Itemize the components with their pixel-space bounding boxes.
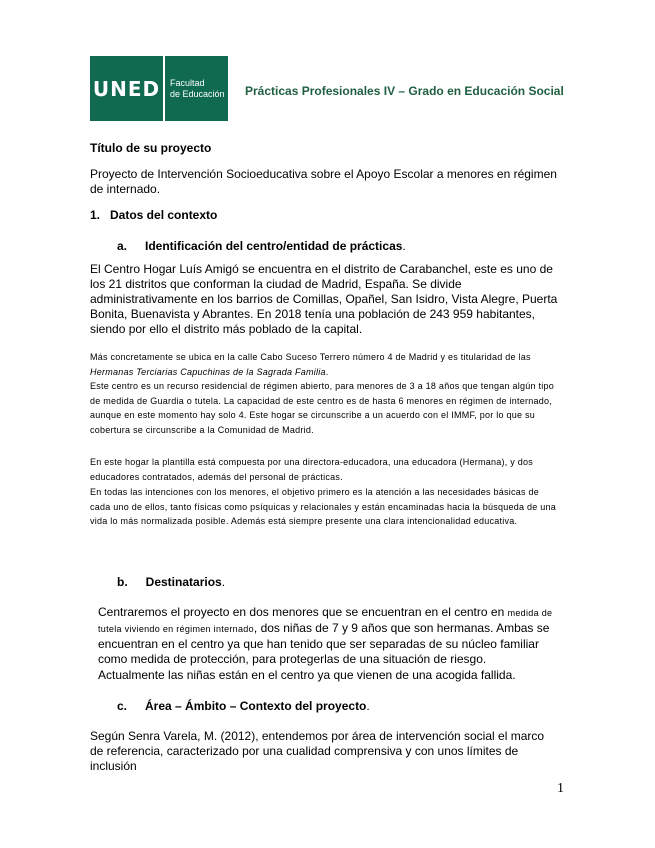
logo-faculty-line2: de Educación [170, 88, 225, 99]
sub-c-paragraph: Según Senra Varela, M. (2012), entendemos por área de intervención social el marco de referencia, caracterizado por una cualidad comprensiva y con unos límites de inclusión [90, 729, 545, 773]
header-title: Prácticas Profesionales IV – Grado en Educación Social [245, 84, 564, 98]
sub-b-title: Destinatarios [145, 575, 222, 589]
sub-b-paragraph [98, 605, 560, 667]
owner-name: Hermanas Terciarias Capuchinas de la Sagrada Familia [90, 366, 326, 377]
recipients-measure: medida de tutela viviendo en régimen internado [98, 608, 553, 634]
sub-b-marker: b. [117, 575, 128, 589]
sub-a-marker: a. [117, 239, 128, 253]
sub-a-resource: Este centro es un recurso residencial de régimen abierto, para menores de 3 a 18 años que tengan algún tipo de medida de Guardia o tutela. La capacidad de este centro es de hasta 6 menores en régimen de internado, aunque en este momento hay solo 4. Este hogar se circunscribe a un acuerdo con el IMMF, por lo que su cobertura se circunscribe a la Comunidad de Madrid. [90, 381, 555, 435]
sub-a-title: Identificación del centro/entidad de prácticas [145, 239, 403, 253]
sub-c-title: Área – Ámbito – Contexto del proyecto [145, 699, 367, 713]
page-number: 1 [557, 781, 564, 796]
sub-b-heading: b. Destinatarios. [117, 575, 226, 589]
logo-wordmark: UNED [90, 56, 163, 121]
uned-logo [90, 56, 228, 121]
sub-c-heading: c. Área – Ámbito – Contexto del proyecto. [117, 699, 370, 713]
sub-c-marker: c. [117, 699, 128, 713]
sub-a-objectives: En todas las intenciones con los menores, el objetivo primero es la atención a las necesidades básicas de cada uno de ellos, tanto físicas como psíquicas y relacionales y están encaminadas hacia la búsqueda de una vida lo más normalizada posible. Además está siempre presente una clara intencionalidad educativa. [90, 487, 557, 527]
location-end: . [325, 366, 329, 377]
logo-faculty-line1: Facultad [170, 77, 205, 88]
location-text: Más concretamente se ubica en la calle Cabo Suceso Terrero número 4 de Madrid y es titularidad de las [90, 352, 531, 362]
recipients-text: Centraremos el proyecto en dos menores que se encuentran en el centro en [98, 605, 508, 619]
project-heading: Título de su proyecto [90, 141, 212, 155]
section1-heading: 1. Datos del contexto [90, 208, 218, 222]
project-description: Proyecto de Intervención Socioeducativa sobre el Apoyo Escolar a menores en régimen de internado. [90, 167, 557, 196]
logo-faculty [165, 56, 228, 121]
sub-a-paragraph: El Centro Hogar Luís Amigó se encuentra en el distrito de Carabanchel, este es uno de los 21 distritos que conforman la ciudad de Madrid, España. Se divide administrativamente en los barrios de Comillas, Opañel, San Isidro, Vista Alegre, Puerta Bonita, Buenavista y Abrantes. En 2018 tenía una población de 243 959 habitantes, siendo por ello el distrito más poblado de la capital. [90, 262, 558, 336]
sub-a-heading: a. Identificación del centro/entidad de prácticas. [117, 239, 406, 253]
sub-b-paragraph-2: Actualmente las niñas están en el centro ya que vienen de una acogida fallida. [98, 668, 516, 682]
sub-a-location [90, 350, 562, 379]
sub-a-staff: En este hogar la plantilla está compuesta por una directora-educadora, una educadora (Hermana), y dos educadores contratados, además del personal de prácticas. [90, 457, 533, 482]
recipients-text-end: , dos niñas de 7 y 9 años que son hermanas. Ambas se encuentran en el centro ya que han tenido que ser separadas de su núcleo familiar como medida de protección, para protegerlas de una situación de riesgo. [98, 621, 550, 666]
